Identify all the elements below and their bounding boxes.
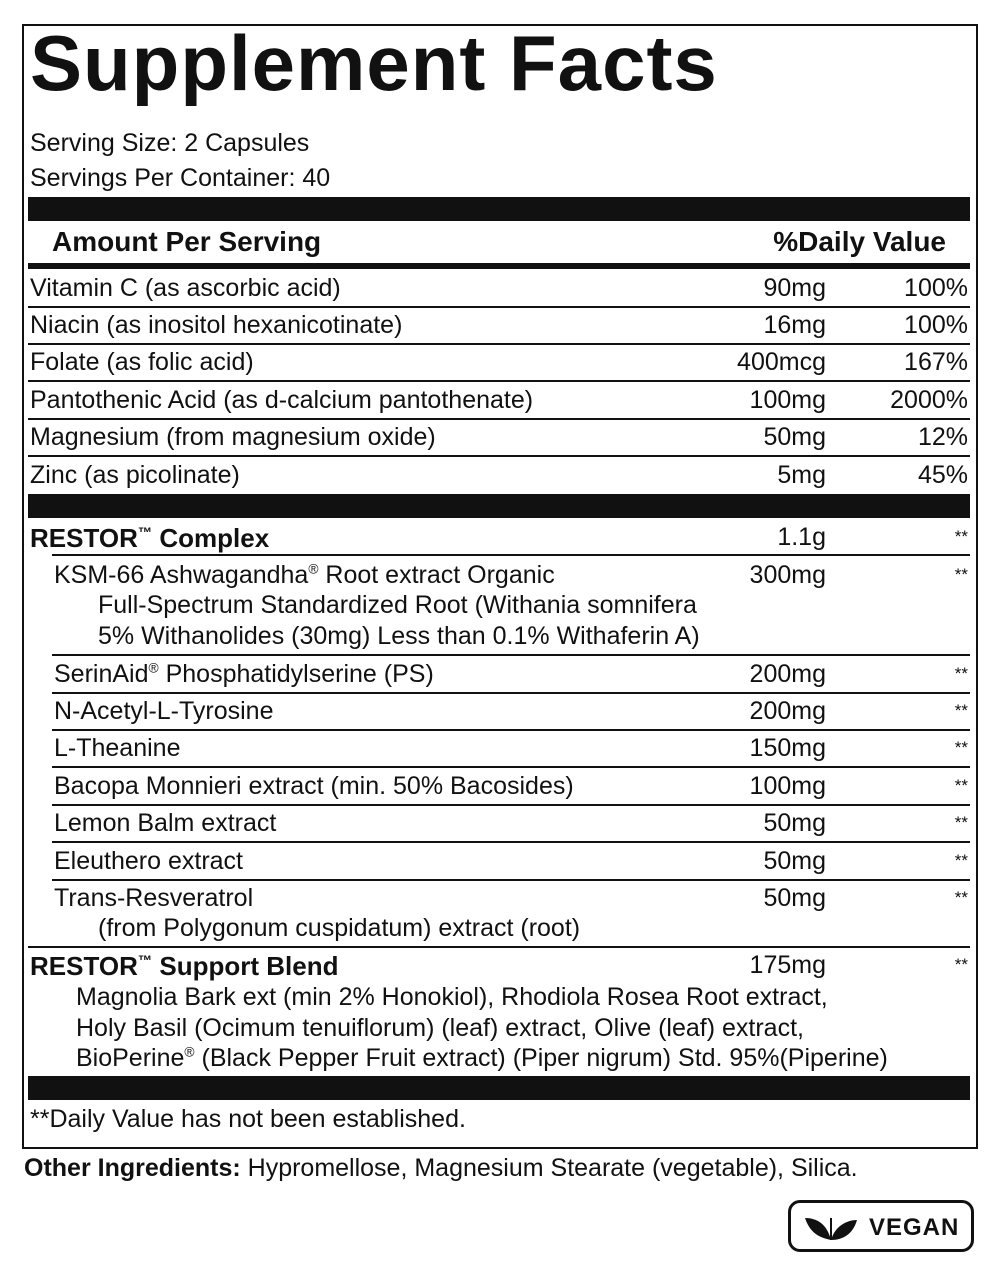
serving-size: Serving Size: 2 Capsules: [30, 129, 310, 157]
nutrient-amount: 16mg: [763, 311, 826, 339]
ingredient-row: [28, 557, 970, 593]
nutrient-dv: 12%: [917, 423, 968, 451]
other-ingredients: Other Ingredients: Hypromellose, Magnesium Stearate (vegetable), Silica.: [24, 1154, 858, 1182]
ingredient-row: [28, 805, 970, 841]
nutrient-name: Magnesium (from magnesium oxide): [30, 423, 436, 451]
ingredient-dv: **: [954, 813, 968, 832]
blend-dv: **: [954, 955, 968, 974]
blend-row-complex: [28, 519, 970, 555]
nutrient-amount: 5mg: [777, 461, 826, 489]
blend-dv: **: [954, 527, 968, 546]
ingredient-dv: **: [954, 664, 968, 683]
nutrient-dv: 100%: [904, 274, 968, 302]
leaf-icon: [803, 1212, 859, 1242]
nutrient-row: [28, 307, 970, 343]
ingredient-dv: **: [954, 565, 968, 584]
blend-ingredients-line: Magnolia Bark ext (min 2% Honokiol), Rhodiola Rosea Root extract,: [76, 983, 828, 1011]
ingredient-amount: 300mg: [749, 561, 826, 589]
blend-name: RESTOR™ Support Blend: [30, 951, 339, 981]
daily-value-footnote: **Daily Value has not been established.: [30, 1105, 466, 1133]
ingredient-name: N-Acetyl-L-Tyrosine: [54, 697, 274, 725]
ingredient-dv: **: [954, 851, 968, 870]
ingredient-amount: 200mg: [749, 697, 826, 725]
ingredient-name: Lemon Balm extract: [54, 809, 277, 837]
ingredient-row: [28, 656, 970, 692]
ingredient-detail: (from Polygonum cuspidatum) extract (root): [98, 914, 581, 942]
ingredient-amount: 50mg: [763, 847, 826, 875]
vegan-badge: [788, 1200, 974, 1252]
nutrient-row: [28, 457, 970, 493]
ingredient-dv: **: [954, 738, 968, 757]
ingredient-amount: 50mg: [763, 809, 826, 837]
ingredient-detail: 5% Withanolides (30mg) Less than 0.1% Withaferin A): [98, 622, 700, 650]
nutrient-row: [28, 270, 970, 306]
nutrient-dv: 167%: [904, 348, 968, 376]
ingredient-name: SerinAid® Phosphatidylserine (PS): [54, 660, 434, 688]
blend-name: RESTOR™ Complex: [30, 523, 270, 553]
nutrient-row: [28, 419, 970, 455]
ingredient-name: Eleuthero extract: [54, 847, 243, 875]
medium-divider: [28, 263, 970, 269]
ingredient-dv: **: [954, 776, 968, 795]
amount-per-serving-header: Amount Per Serving: [52, 226, 322, 257]
nutrient-name: Pantothenic Acid (as d-calcium pantothenate): [30, 386, 534, 414]
vegan-label: VEGAN: [869, 1214, 960, 1241]
blend-row-support: [28, 947, 970, 983]
nutrient-amount: 100mg: [749, 386, 826, 414]
ingredient-row: [28, 693, 970, 729]
nutrient-dv: 2000%: [890, 386, 968, 414]
ingredient-row: [28, 843, 970, 879]
nutrient-name: Vitamin C (as ascorbic acid): [30, 274, 341, 302]
blend-ingredients-line: BioPerine® (Black Pepper Fruit extract) (Piper nigrum) Std. 95%(Piperine): [76, 1044, 888, 1072]
ingredient-detail: Full-Spectrum Standardized Root (Withania somnifera: [98, 591, 697, 619]
blend-ingredients-line: Holy Basil (Ocimum tenuiflorum) (leaf) extract, Olive (leaf) extract,: [76, 1014, 804, 1042]
nutrient-amount: 90mg: [763, 274, 826, 302]
ingredient-name: KSM-66 Ashwagandha® Root extract Organic: [54, 561, 555, 589]
thick-divider: [28, 197, 970, 221]
ingredient-name: L-Theanine: [54, 734, 181, 762]
ingredient-dv: **: [954, 701, 968, 720]
thick-divider: [28, 494, 970, 518]
nutrient-amount: 400mcg: [737, 348, 826, 376]
ingredient-amount: 50mg: [763, 884, 826, 912]
nutrient-name: Folate (as folic acid): [30, 348, 254, 376]
ingredient-dv: **: [954, 888, 968, 907]
daily-value-header: %Daily Value: [773, 226, 946, 257]
nutrient-row: [28, 382, 970, 418]
ingredient-name: Trans-Resveratrol: [54, 884, 254, 912]
servings-per-container: Servings Per Container: 40: [30, 164, 331, 192]
nutrient-name: Niacin (as inositol hexanicotinate): [30, 311, 403, 339]
nutrient-row: [28, 344, 970, 380]
thick-divider: [28, 1076, 970, 1100]
blend-amount: 175mg: [749, 951, 826, 979]
nutrient-name: Zinc (as picolinate): [30, 461, 240, 489]
label-title: Supplement Facts: [30, 19, 718, 107]
ingredient-amount: 100mg: [749, 772, 826, 800]
ingredient-amount: 200mg: [749, 660, 826, 688]
nutrient-dv: 100%: [904, 311, 968, 339]
blend-amount: 1.1g: [777, 523, 826, 551]
ingredient-row: [28, 768, 970, 804]
row-divider: [52, 554, 970, 556]
ingredient-name: Bacopa Monnieri extract (min. 50% Bacosides): [54, 772, 574, 800]
ingredient-amount: 150mg: [749, 734, 826, 762]
ingredient-row: [28, 730, 970, 766]
ingredient-row: [28, 880, 970, 916]
nutrient-amount: 50mg: [763, 423, 826, 451]
nutrient-dv: 45%: [917, 461, 968, 489]
